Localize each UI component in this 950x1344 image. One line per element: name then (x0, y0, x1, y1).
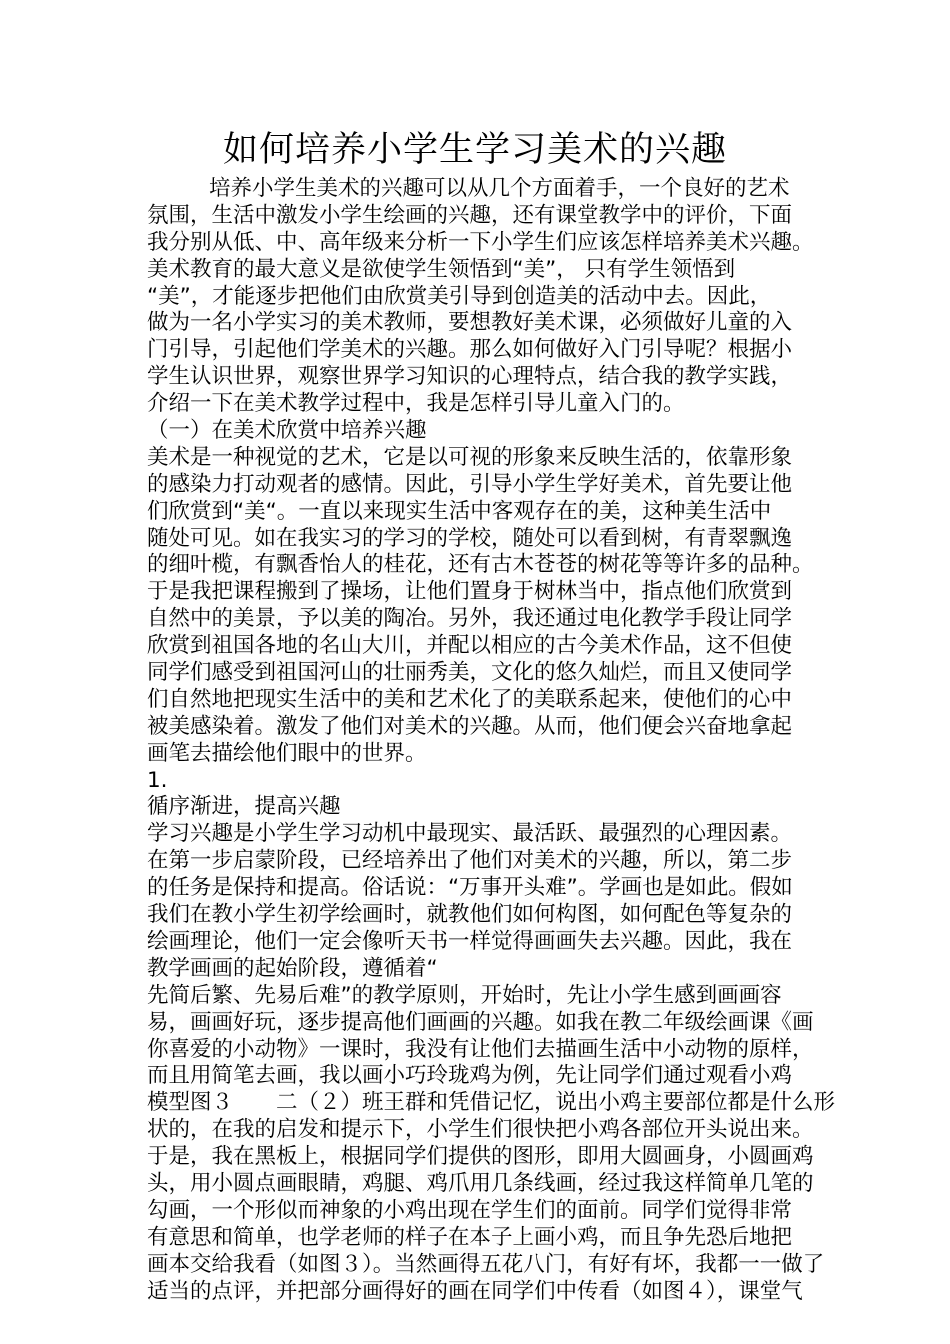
paragraph-line: 介绍一下在美术教学过程中，我是怎样引导儿童入门的。 (147, 391, 685, 417)
paragraph-line: 被美感染着。激发了他们对美术的兴趣。从而，他们便会兴奋地拿起 (147, 713, 793, 739)
paragraph-line: 教学画画的起始阶段，遵循着“ (147, 955, 438, 981)
paragraph-line: 的任务是保持和提高。俗话说：“万事开头难”。学画也是如此。假如 (147, 875, 793, 901)
paragraph-line: 美术是一种视觉的艺术，它是以可视的形象来反映生活的，依靠形象 (147, 444, 793, 470)
section-heading: 循序渐进，提高兴趣 (147, 794, 341, 820)
paragraph-line: 学习兴趣是小学生学习动机中最现实、最活跃、最强烈的心理因素。 (147, 821, 793, 847)
paragraph-line: 培养小学生美术的兴趣可以从几个方面着手，一个良好的艺术 (209, 176, 790, 201)
paragraph-line: 氛围，生活中激发小学生绘画的兴趣，还有课堂教学中的评价，下面 (147, 202, 793, 228)
paragraph-line: 而且用简笔去画，我以画小巧玲珑鸡为例，先让同学们通过观看小鸡 (147, 1063, 793, 1089)
paragraph-line: 们欣赏到“美“。一直以来现实生活中客观存在的美，这种美生活中 (147, 498, 772, 524)
paragraph-line: 随处可见。如在我实习的学习的学校，随处可以看到树，有青翠飘逸 (147, 525, 793, 551)
paragraph-line: 绘画理论，他们一定会像听天书一样觉得画画失去兴趣。因此，我在 (147, 928, 793, 954)
paragraph-line: 画笔去描绘他们眼中的世界。 (147, 740, 427, 766)
document-title: 如何培养小学生学习美术的兴趣 (222, 130, 727, 170)
paragraph-line: 易，画画好玩，逐步提高他们画画的兴趣。如我在教二年级绘画课《画 (147, 1009, 814, 1035)
paragraph-line: 我们在教小学生初学绘画时，就教他们如何构图，如何配色等复杂的 (147, 902, 793, 928)
paragraph-line: 有意思和简单，也学老师的样子在本子上画小鸡，而且争先恐后地把 (147, 1224, 793, 1250)
paragraph-line: 的细叶榄，有飘香怡人的桂花，还有古木苍苍的树花等等许多的品种。 (147, 552, 814, 578)
paragraph-line: 美术教育的最大意义是欲使学生领悟到“美”， 只有学生领悟到 (147, 256, 736, 282)
section-heading: （一）在美术欣赏中培养兴趣 (147, 418, 427, 444)
paragraph-line: 做为一名小学实习的美术教师，要想教好美术课，必须做好儿童的入 (147, 310, 793, 336)
paragraph-line: 勾画，一个形似而神象的小鸡出现在学生们的面前。同学们觉得非常 (147, 1197, 793, 1223)
paragraph-line: 在第一步启蒙阶段，已经培养出了他们对美术的兴趣，所以，第二步 (147, 848, 793, 874)
paragraph-line: 我分别从低、中、高年级来分析一下小学生们应该怎样培养美术兴趣。 (147, 229, 814, 255)
paragraph-line: 自然中的美景，予以美的陶冶。另外，我还通过电化教学手段让同学 (147, 606, 793, 632)
list-number: 1. (147, 767, 168, 793)
paragraph-line: 模型图３ 二（２）班王群和凭借记忆，说出小鸡主要部位都是什么形 (147, 1090, 836, 1116)
paragraph-line: 学生认识世界，观察世界学习知识的心理特点，结合我的教学实践， (147, 364, 793, 390)
paragraph-line: 先简后繁、先易后难”的教学原则，开始时，先让小学生感到画画容 (147, 982, 782, 1008)
paragraph-line: 的感染力打动观者的感情。因此，引导小学生学好美术，首先要让他 (147, 471, 793, 497)
paragraph-line: 你喜爱的小动物》一课时，我没有让他们去描画生活中小动物的原样， (147, 1036, 814, 1062)
document-body (147, 176, 836, 1305)
paragraph-line: 同学们感受到祖国河山的壮丽秀美，文化的悠久灿烂，而且又使同学 (147, 660, 793, 686)
paragraph-line: 门引导，引起他们学美术的兴趣。那么如何做好入门引导呢？根据小 (147, 337, 793, 363)
paragraph-line: 欣赏到祖国各地的名山大川，并配以相应的古今美术作品，这不但使 (147, 633, 793, 659)
paragraph-line: 于是，我在黑板上，根据同学们提供的图形，即用大圆画身，小圆画鸡 (147, 1144, 814, 1170)
paragraph-line: 们自然地把现实生活中的美和艺术化了的美联系起来，使他们的心中 (147, 686, 793, 712)
paragraph-line: 适当的点评，并把部分画得好的画在同学们中传看（如图４），课堂气 (147, 1278, 803, 1304)
paragraph-line: 状的，在我的启发和提示下，小学生们很快把小鸡各部位开头说出来。 (147, 1117, 814, 1143)
paragraph-line: 画本交给我看（如图３）。当然画得五花八门，有好有坏，我都一一做了 (147, 1251, 825, 1277)
paragraph-line: 头，用小圆点画眼睛，鸡腿、鸡爪用几条线画，经过我这样简单几笔的 (147, 1170, 814, 1196)
paragraph-line: “美”，才能逐步把他们由欣赏美引导到创造美的活动中去。因此， (147, 283, 772, 309)
paragraph-line: 于是我把课程搬到了操场，让他们置身于树林当中，指点他们欣赏到 (147, 579, 793, 605)
